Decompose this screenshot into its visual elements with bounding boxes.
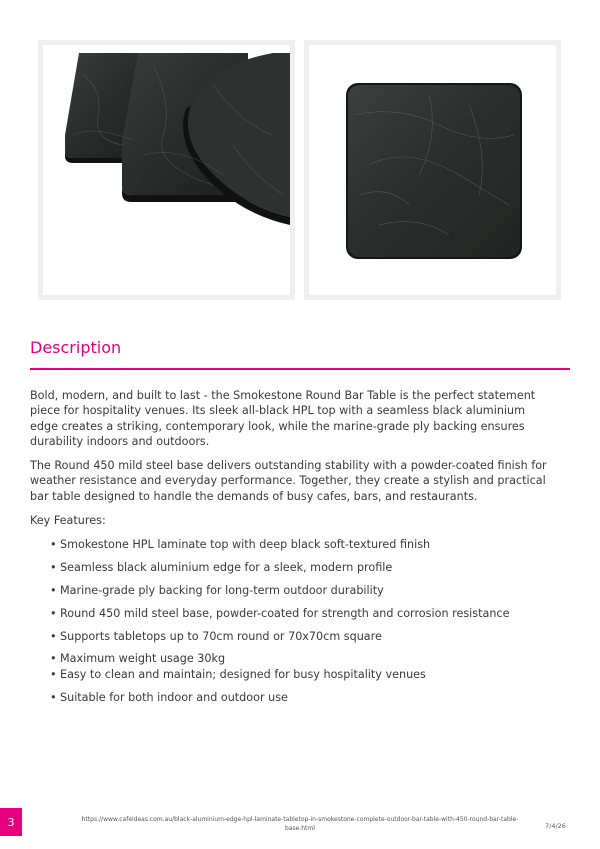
feature-item: • Supports tabletops up to 70cm round or 70x70cm square — [50, 629, 550, 645]
description-paragraph: Bold, modern, and built to last - the Smokestone Round Bar Table is the perfect statement piece for hospitality venues. Its sleek all-black HPL top with a seamless black aluminium edge creates a striking, contemporary look, while the marine-grade ply backing ensures durability indoors and outdoors. — [30, 389, 536, 448]
feature-item: • Seamless black aluminium edge for a sleek, modern profile — [50, 560, 550, 576]
feature-item: • Smokestone HPL laminate top with deep black soft-textured finish — [50, 537, 550, 553]
footer-url: https://www.cafeideas.com.au/black-aluminium-edge-hpl-laminate-tabletop-in-smokestone-complete-outdoor-bar-table-with-450-round-bar-table-base.html — [81, 816, 519, 832]
description-body — [30, 388, 550, 712]
key-features-label: Key Features: — [30, 514, 106, 528]
description-heading: Description — [30, 338, 122, 357]
page-number-badge: 3 — [0, 808, 22, 836]
heading-divider — [30, 368, 570, 370]
footer-date: 7/4/26 — [545, 822, 566, 830]
feature-item: • Suitable for both indoor and outdoor use — [50, 690, 550, 706]
description-paragraph: The Round 450 mild steel base delivers outstanding stability with a powder-coated finish for weather resistance and everyday performance. Together, they create a stylish and practical bar table designed to handle the demands of busy cafes, bars, and restaurants. — [30, 459, 547, 503]
key-features-list — [30, 537, 550, 705]
stacked-tabletops-photo — [43, 45, 290, 295]
feature-item: • Round 450 mild steel base, powder-coated for strength and corrosion resistance — [50, 606, 550, 622]
square-tabletop-photo — [309, 45, 556, 295]
product-image-square-tabletop — [304, 40, 561, 300]
feature-item: • Easy to clean and maintain; designed for busy hospitality venues — [50, 667, 550, 683]
feature-item: • Maximum weight usage 30kg — [50, 651, 550, 667]
feature-item: • Marine-grade ply backing for long-term outdoor durability — [50, 583, 550, 599]
product-image-stacked-tabletops — [38, 40, 295, 300]
